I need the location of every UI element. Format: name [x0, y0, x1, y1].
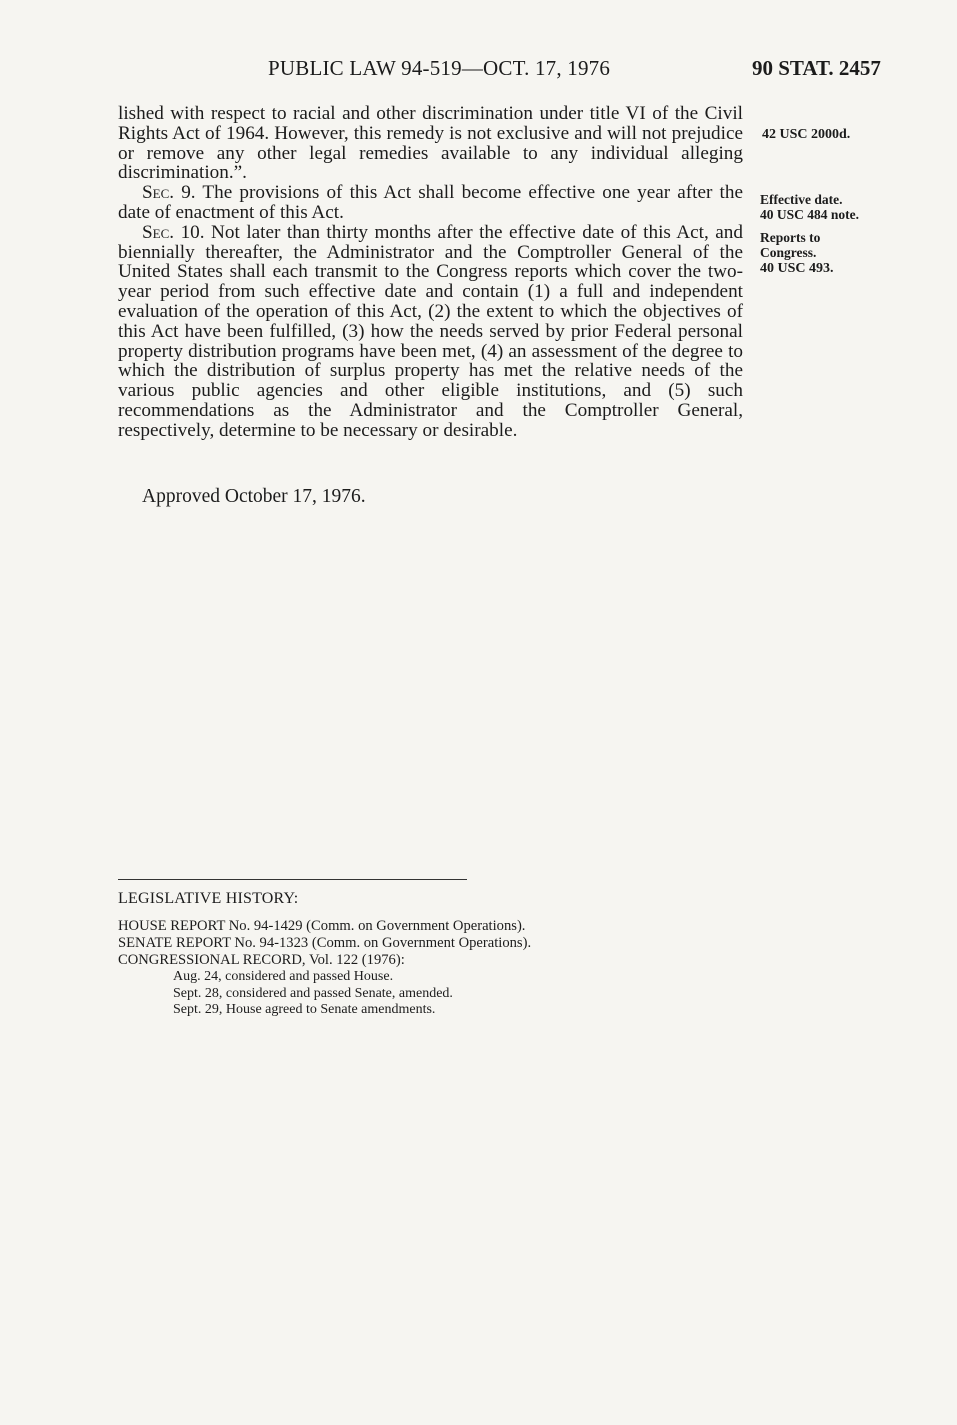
paragraph-continuation: lished with respect to racial and other discrimination under title VI of the Civil Rights Act of 1964. However, this remedy is not exclusive and will not prejudice or remove any other legal remedies available to any individual alleging discrimination.”.	[118, 103, 743, 184]
approval-date: Approved October 17, 1976.	[142, 486, 366, 507]
section-10	[118, 223, 743, 441]
house-report: HOUSE REPORT No. 94-1429 (Comm. on Government Operations).	[118, 918, 526, 934]
section-9-text: The provisions of this Act shall become effective one year after the date of enactment of this Act.	[118, 182, 743, 223]
page-title: PUBLIC LAW 94-519—OCT. 17, 1976	[268, 56, 611, 80]
senate-report: SENATE REPORT No. 94-1323 (Comm. on Government Operations).	[118, 935, 532, 951]
margin-note-line: Effective date.	[760, 192, 843, 207]
history-divider	[118, 879, 467, 880]
section-9	[118, 183, 743, 223]
statute-page-number: 90 STAT. 2457	[752, 56, 881, 80]
law-text	[118, 104, 743, 441]
margin-note-text: 42 USC 2000d.	[762, 127, 851, 142]
section-10-text: Not later than thirty months after the effective date of this Act, and biennially thereafter, the Administrator and the Comptroller General of the United States shall each transmit to the Congress reports which cover the two-year period from such effective date and contain (1) a full and independent evaluation of the operation of this Act, (2) the extent to which the objectives of this Act have been fulfilled, (3) how the needs served by prior Federal personal property distribution programs have been met, (4) an assessment of the degree to which the distribution of surplus property has met the relative needs of the various public agencies and other eligible institutions, and (5) such recommendations as the Administrator and the Comptroller General, respectively, determine to be necessary or desirable.	[118, 221, 743, 441]
margin-note-line: Congress.	[760, 244, 817, 260]
margin-note-usc-2000d	[762, 128, 850, 143]
congressional-record: CONGRESSIONAL RECORD, Vol. 122 (1976):	[118, 952, 405, 968]
history-item: Aug. 24, considered and passed House.	[173, 969, 394, 984]
history-heading: LEGISLATIVE HISTORY:	[118, 890, 299, 907]
margin-note-line: 40 USC 493.	[760, 261, 834, 276]
margin-note-line: 40 USC 484 note.	[760, 206, 860, 222]
section-9-label: Sec. 9.	[142, 182, 196, 204]
margin-note-effective-date	[760, 193, 859, 222]
margin-note-reports	[760, 231, 834, 277]
page-header	[0, 56, 957, 86]
section-10-label: Sec. 10.	[142, 221, 205, 243]
margin-note-line: Reports to	[760, 230, 821, 245]
bleed-through-texture	[200, 470, 820, 850]
legislative-history	[118, 890, 531, 1019]
history-item: Sept. 28, considered and passed Senate, amended.	[173, 985, 453, 1001]
history-item: Sept. 29, House agreed to Senate amendments.	[173, 1002, 436, 1017]
